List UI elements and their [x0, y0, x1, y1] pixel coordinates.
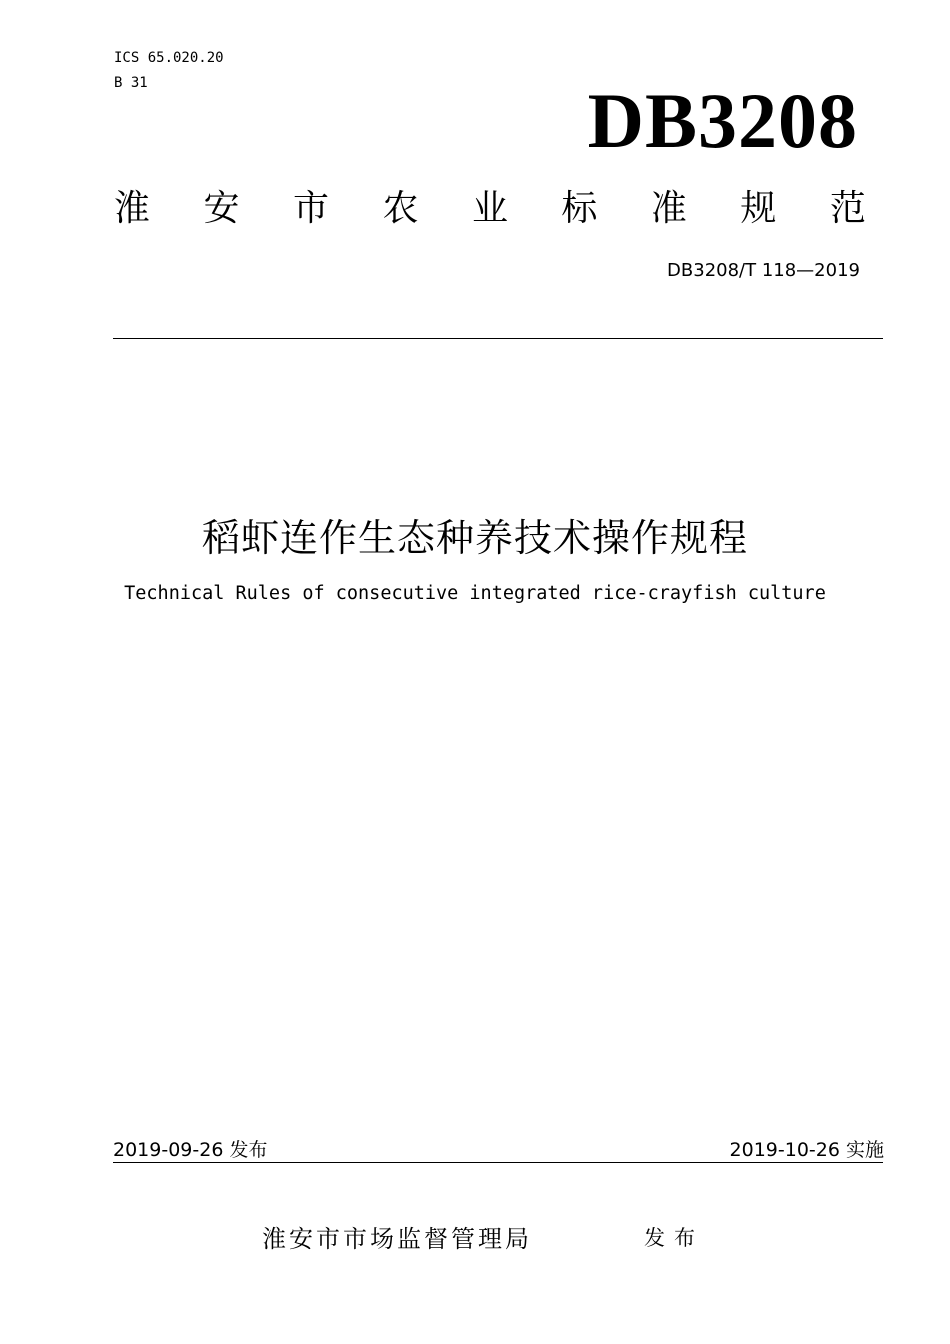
issuing-authority: 淮安市市场监督管理局 — [262, 1225, 532, 1253]
category-char: 市 — [292, 188, 329, 229]
category-char: 标 — [561, 188, 598, 229]
document-title: 稻虾连作生态种养技术操作规程 — [201, 516, 748, 560]
category-char: 准 — [650, 188, 687, 229]
category-char: 规 — [740, 188, 777, 229]
issue-label: 发布 — [644, 1226, 704, 1250]
footer-divider — [113, 1162, 883, 1163]
header-divider — [113, 338, 883, 339]
db-code-heading: DB3208 — [587, 77, 858, 164]
standard-number: DB3208/T 118—2019 — [667, 260, 860, 281]
category-char: 业 — [471, 188, 508, 229]
ics-code: ICS 65.020.20 — [114, 50, 224, 66]
standard-category — [114, 186, 866, 232]
classification-code: B 31 — [114, 75, 148, 91]
category-char: 安 — [203, 188, 240, 229]
category-char: 淮 — [114, 188, 151, 229]
category-char: 农 — [382, 188, 419, 229]
implementation-date: 2019-10-26 实施 — [729, 1139, 884, 1161]
document-title-english: Technical Rules of consecutive integrated rice-crayfish culture — [124, 583, 826, 604]
category-char: 范 — [829, 188, 866, 229]
issue-date: 2019-09-26 发布 — [113, 1139, 268, 1161]
